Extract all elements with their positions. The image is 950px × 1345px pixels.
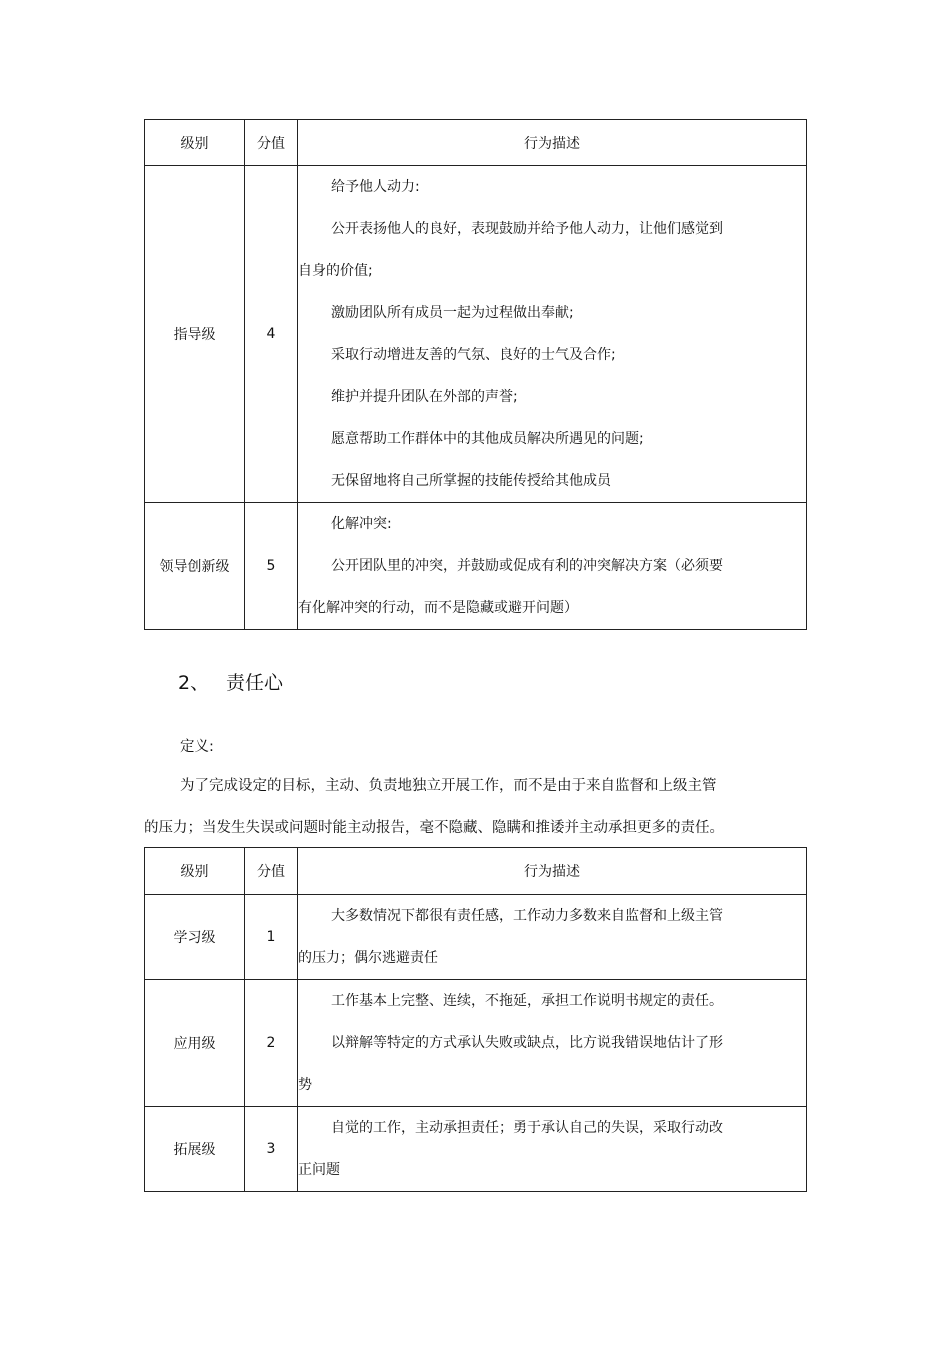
section-number: 2、 xyxy=(178,672,210,694)
level-cell: 应用级 xyxy=(145,980,245,1107)
description-cell xyxy=(298,980,807,1107)
score-cell: 4 xyxy=(245,166,298,503)
description-line: 采取行动增进友善的气氛、良好的士气及合作; xyxy=(331,347,616,363)
table-row xyxy=(145,503,807,630)
description-cell xyxy=(298,503,807,630)
description-line: 势 xyxy=(298,1077,312,1093)
section-title: 责任心 xyxy=(226,672,284,694)
description-line: 公开团队里的冲突，并鼓励或促成有利的冲突解决方案（必须要 xyxy=(331,558,723,574)
table-row xyxy=(145,1107,807,1192)
header-description: 行为描述 xyxy=(298,848,807,895)
table-row xyxy=(145,980,807,1107)
description-cell xyxy=(298,166,807,503)
description-line: 化解冲突: xyxy=(331,516,392,532)
description-cell xyxy=(298,1107,807,1192)
description-line: 以辩解等特定的方式承认失败或缺点，比方说我错误地估计了形 xyxy=(331,1035,723,1051)
description-line: 自身的价值; xyxy=(298,263,373,279)
definition-text-line: 为了完成设定的目标，主动、负责地独立开展工作，而不是由于来自监督和上级主管 xyxy=(180,778,717,794)
definition-text-line: 的压力；当发生失误或问题时能主动报告，毫不隐藏、隐瞒和推诿并主动承担更多的责任。 xyxy=(144,820,724,836)
score-cell: 1 xyxy=(245,895,298,980)
description-line: 大多数情况下都很有责任感，工作动力多数来自监督和上级主管 xyxy=(331,908,723,924)
description-line: 有化解冲突的行动，而不是隐藏或避开问题） xyxy=(298,600,578,616)
level-cell: 指导级 xyxy=(145,166,245,503)
competency-table-1 xyxy=(144,119,807,630)
table-header-row xyxy=(145,120,807,166)
description-line: 公开表扬他人的良好，表现鼓励并给予他人动力，让他们感觉到 xyxy=(331,221,723,237)
competency-table-2 xyxy=(144,847,807,1192)
header-description: 行为描述 xyxy=(298,120,807,166)
description-line: 正问题 xyxy=(298,1162,340,1178)
table-header-row xyxy=(145,848,807,895)
description-line: 激励团队所有成员一起为过程做出奉献; xyxy=(331,305,574,321)
score-cell: 2 xyxy=(245,980,298,1107)
level-cell: 学习级 xyxy=(145,895,245,980)
table-row xyxy=(145,166,807,503)
description-line: 愿意帮助工作群体中的其他成员解决所遇见的问题; xyxy=(331,431,644,447)
description-line: 无保留地将自己所掌握的技能传授给其他成员 xyxy=(331,473,611,489)
header-score: 分值 xyxy=(245,120,298,166)
description-line: 工作基本上完整、连续，不拖延，承担工作说明书规定的责任。 xyxy=(331,993,723,1009)
score-cell: 5 xyxy=(245,503,298,630)
section-heading xyxy=(178,668,283,695)
header-level: 级别 xyxy=(145,848,245,895)
header-level: 级别 xyxy=(145,120,245,166)
description-line: 给予他人动力: xyxy=(331,179,420,195)
level-cell: 拓展级 xyxy=(145,1107,245,1192)
level-cell: 领导创新级 xyxy=(145,503,245,630)
description-line: 自觉的工作，主动承担责任；勇于承认自己的失误，采取行动改 xyxy=(331,1120,723,1136)
header-score: 分值 xyxy=(245,848,298,895)
score-cell: 3 xyxy=(245,1107,298,1192)
definition-label: 定义: xyxy=(180,739,214,755)
table-row xyxy=(145,895,807,980)
description-line: 的压力；偶尔逃避责任 xyxy=(298,950,438,966)
description-line: 维护并提升团队在外部的声誉; xyxy=(331,389,518,405)
description-cell xyxy=(298,895,807,980)
